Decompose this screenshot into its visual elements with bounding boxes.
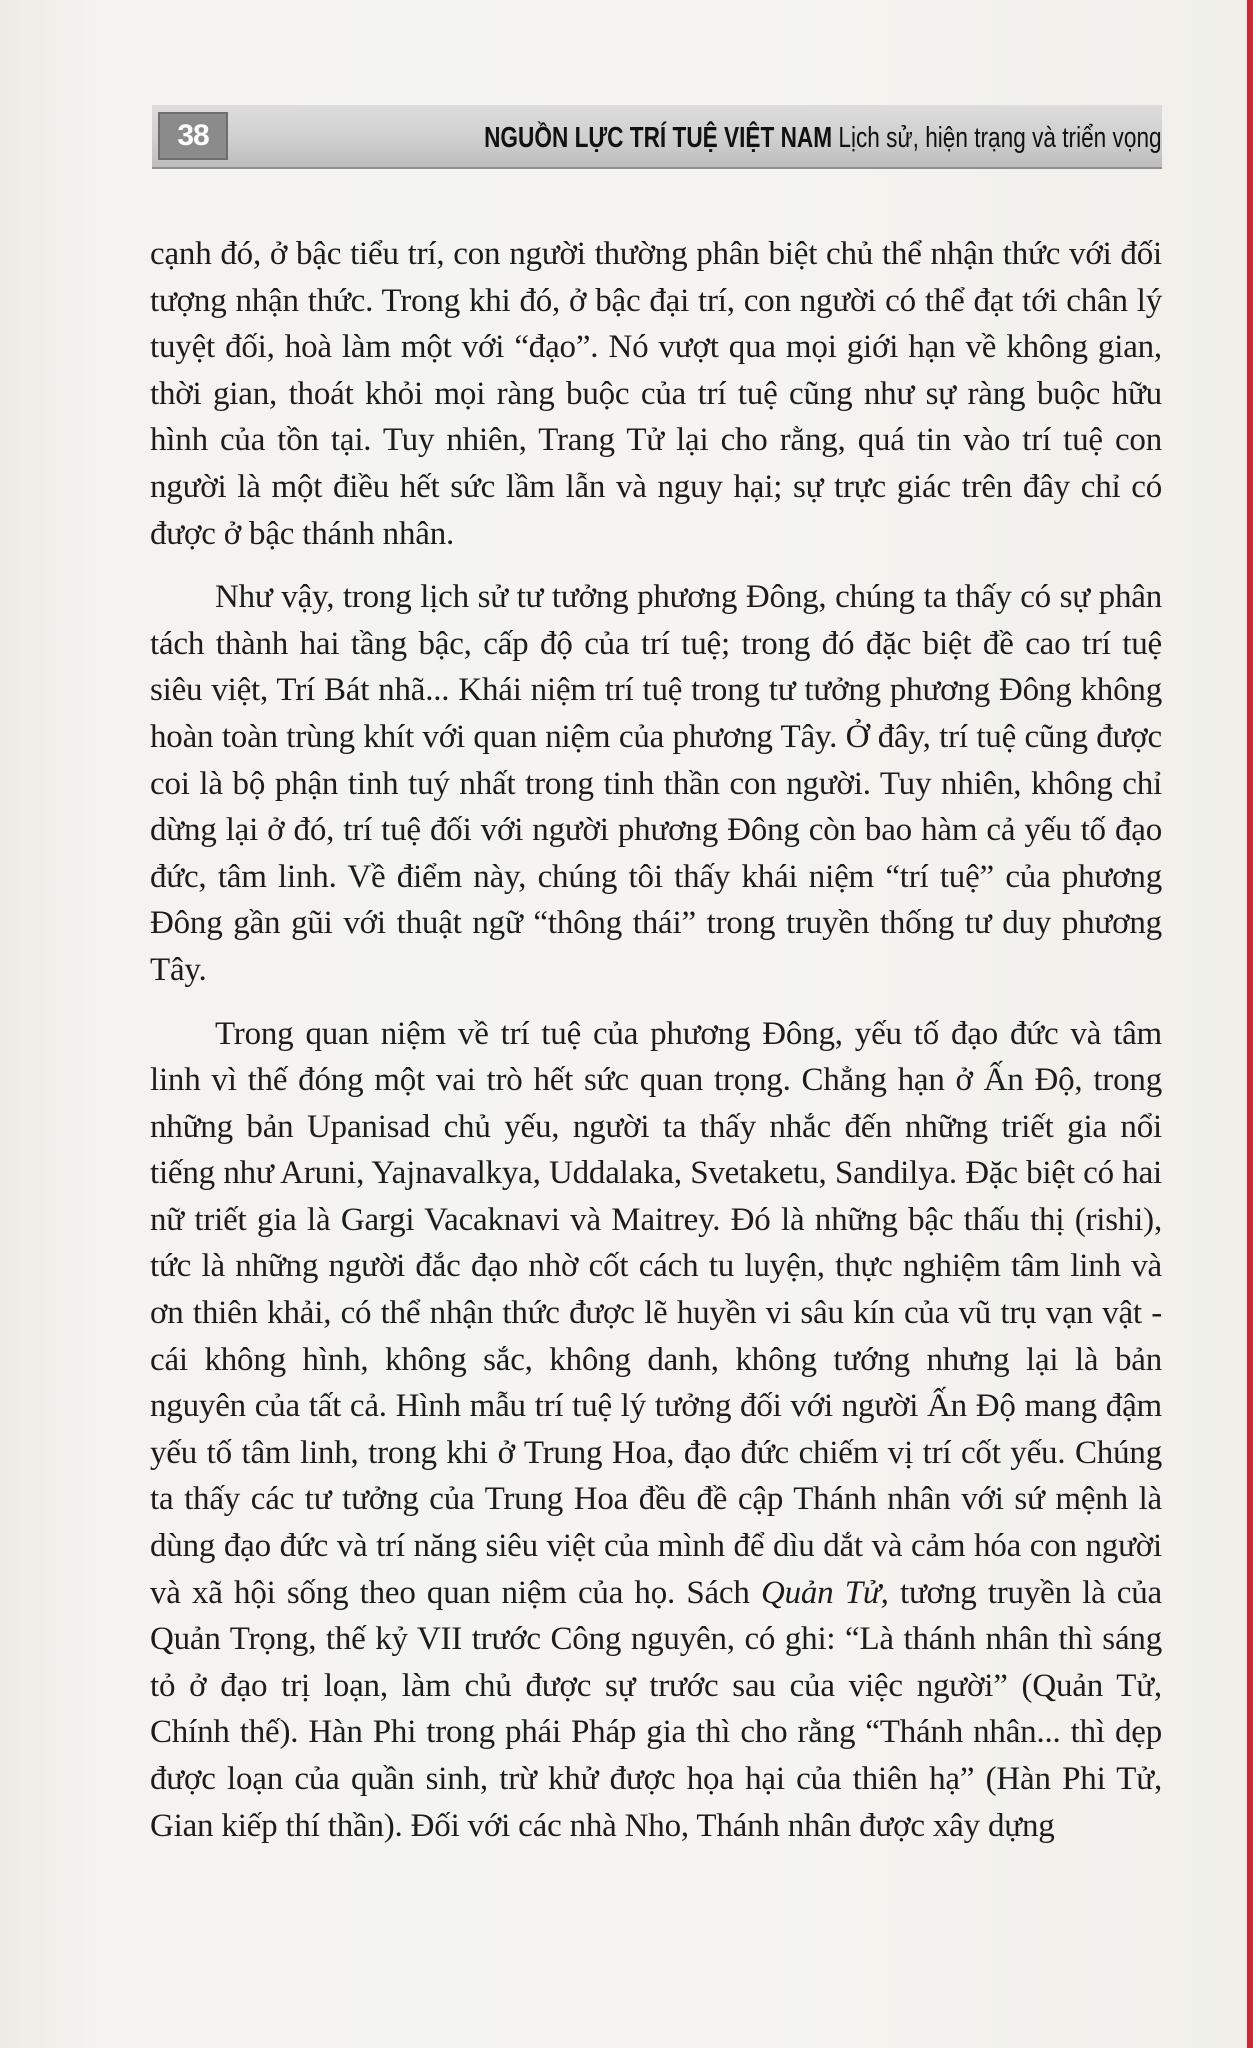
running-title-rest: Lịch sử, hiện trạng và triển vọng [832, 122, 1162, 154]
running-title [484, 114, 1162, 162]
paragraph-segment: tương truyền là của Quản Trọng, thế kỷ VII trước Công nguyên, có ghi: “Là thánh nhân thì sáng tỏ ở đạo trị loạn, làm chủ được sự trước sau của việc người” (Quản Tử, Chính thế). Hàn Phi trong phái Pháp gia thì cho rằng “Thánh nhân... thì dẹp được loạn của quần sinh, trừ khử được họa hại của thiên hạ” (Hàn Phi Tử, Gian kiếp thí thần). Đối với các nhà Nho, Thánh nhân được xây dựng [150, 1574, 1162, 1844]
running-header [152, 105, 1162, 167]
book-title-quan-tu: Quản Tử, [760, 1574, 889, 1611]
paragraph-segment: Như vậy, trong lịch sử tư tưởng phương Đông, chúng ta thấy có sự phân tách thành hai tầng bậc, cấp độ của trí tuệ; trong đó đặc biệt đề cao trí tuệ siêu việt, Trí Bát nhã... Khái niệm trí tuệ trong tư tưởng phương Đông không hoàn toàn trùng khít với quan niệm của phương Tây. Ở đây, trí tuệ cũng được coi là bộ phận tinh tuý nhất trong tinh thần con người. Tuy nhiên, không chỉ dừng lại ở đó, trí tuệ đối với người phương Đông còn bao hàm cả yếu tố đạo đức, tâm linh. Về điểm này, chúng tôi thấy khái niệm “trí tuệ” của phương Đông gần gũi với thuật ngữ “thông thái” trong truyền thống tư duy phương Tây. [150, 579, 1162, 988]
body-text [150, 231, 1162, 1849]
paragraph-segment: cạnh đó, ở bậc tiểu trí, con người thường phân biệt chủ thể nhận thức với đối tượng nhận thức. Trong khi đó, ở bậc đại trí, con người có thể đạt tới chân lý tuyệt đối, hoà làm một với “đạo”. Nó vượt qua mọi giới hạn về không gian, thời gian, thoát khỏi mọi ràng buộc của trí tuệ cũng như sự ràng buộc hữu hình của tồn tại. Tuy nhiên, Trang Tử lại cho rằng, quá tin vào trí tuệ con người là một điều hết sức lầm lẫn và nguy hại; sự trực giác trên đây chỉ có được ở bậc thánh nhân. [150, 236, 1162, 552]
paragraph-1 [150, 231, 1162, 557]
paragraph-3 [150, 1011, 1162, 1850]
running-title-bold: NGUỒN LỰC TRÍ TUỆ VIỆT NAM [484, 122, 833, 154]
page-number: 38 [158, 112, 228, 160]
page-edge-mark [1247, 0, 1253, 2048]
paragraph-segment: Trong quan niệm về trí tuệ của phương Đông, yếu tố đạo đức và tâm linh vì thế đóng một vai trò hết sức quan trọng. Chẳng hạn ở Ấn Độ, trong những bản Upanisad chủ yếu, người ta thấy nhắc đến những triết gia nổi tiếng như Aruni, Yajnavalkya, Uddalaka, Svetaketu, Sandilya. Đặc biệt có hai nữ triết gia là Gargi Vacaknavi và Maitrey. Đó là những bậc thấu thị (rishi), tức là những người đắc đạo nhờ cốt cách tu luyện, thực nghiệm tâm linh và ơn thiên khải, có thể nhận thức được lẽ huyền vi sâu kín của vũ trụ vạn vật - cái không hình, không sắc, không danh, không tướng nhưng lại là bản nguyên của tất cả. Hình mẫu trí tuệ lý tưởng đối với người Ấn Độ mang đậm yếu tố tâm linh, trong khi ở Trung Hoa, đạo đức chiếm vị trí cốt yếu. Chúng ta thấy các tư tưởng của Trung Hoa đều đề cập Thánh nhân với sứ mệnh là dùng đạo đức và trí năng siêu việt của mình để dìu dắt và cảm hóa con người và xã hội sống theo quan niệm của họ. Sách [150, 1015, 1162, 1611]
paragraph-2 [150, 574, 1162, 993]
